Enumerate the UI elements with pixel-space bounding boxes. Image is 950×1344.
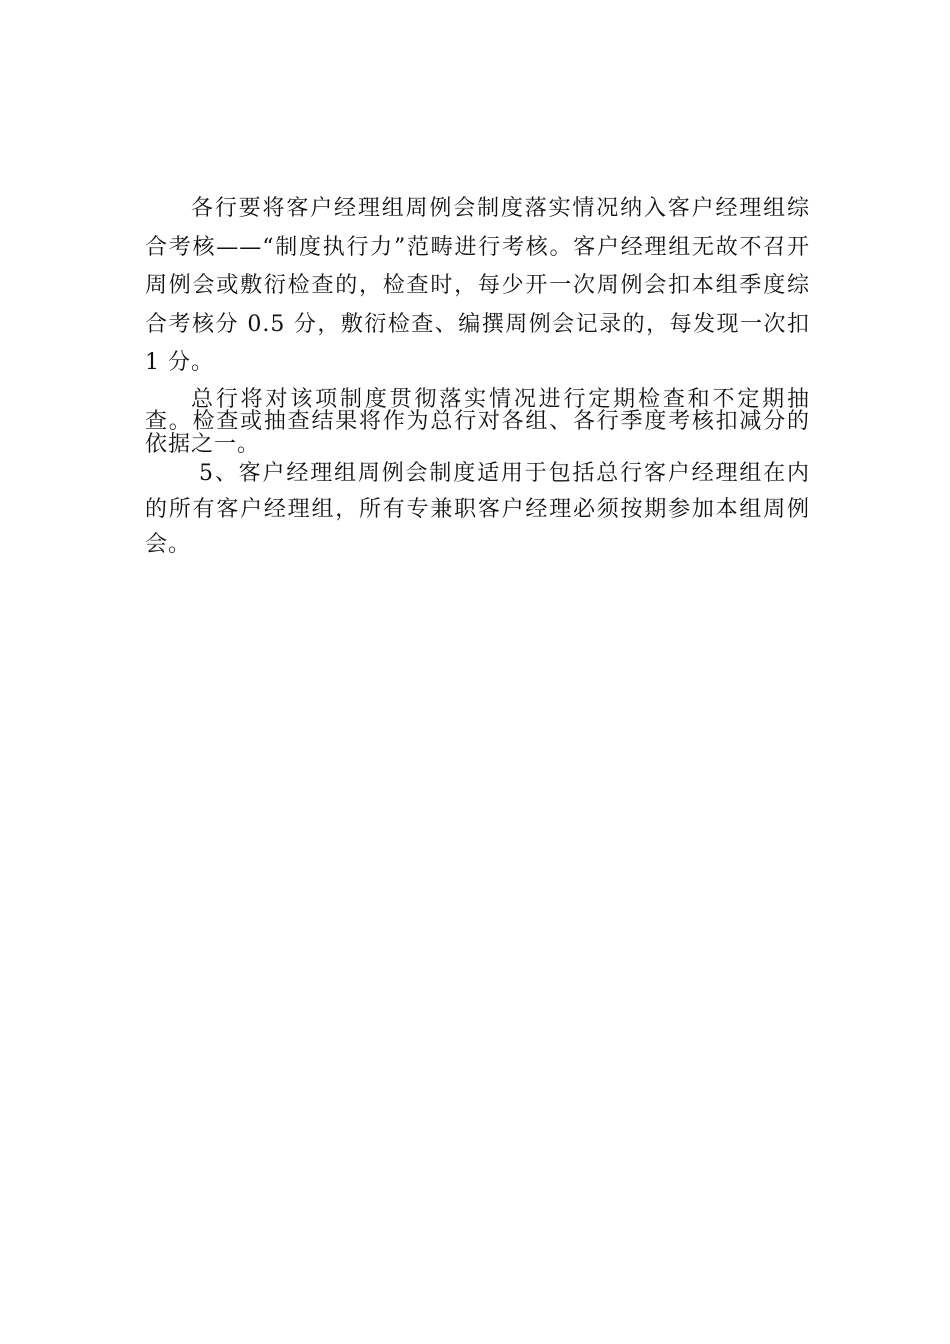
document-body [145, 190, 810, 563]
paragraph-assessment-rule: 各行要将客户经理组周例会制度落实情况纳入客户经理组综合考核——“制度执行力”范畴进行考核。客户经理组无故不召开周例会或敷衍检查的，检查时，每少开一次周例会扣本组季度综合考核分 0.5 分，敷衍检查、编撰周例会记录的，每发现一次扣 1 分。 [145, 196, 810, 375]
paragraph-inspection-rule: 总行将对该项制度贯彻落实情况进行定期检查和不定期抽查。检查或抽查结果将作为总行对各组、各行季度考核扣减分的依据之一。 [145, 386, 810, 457]
paragraph-scope-rule: 5、客户经理组周例会制度适用于包括总行客户经理组在内的所有客户经理组，所有专兼职客户经理必须按期参加本组周例会。 [145, 461, 810, 557]
